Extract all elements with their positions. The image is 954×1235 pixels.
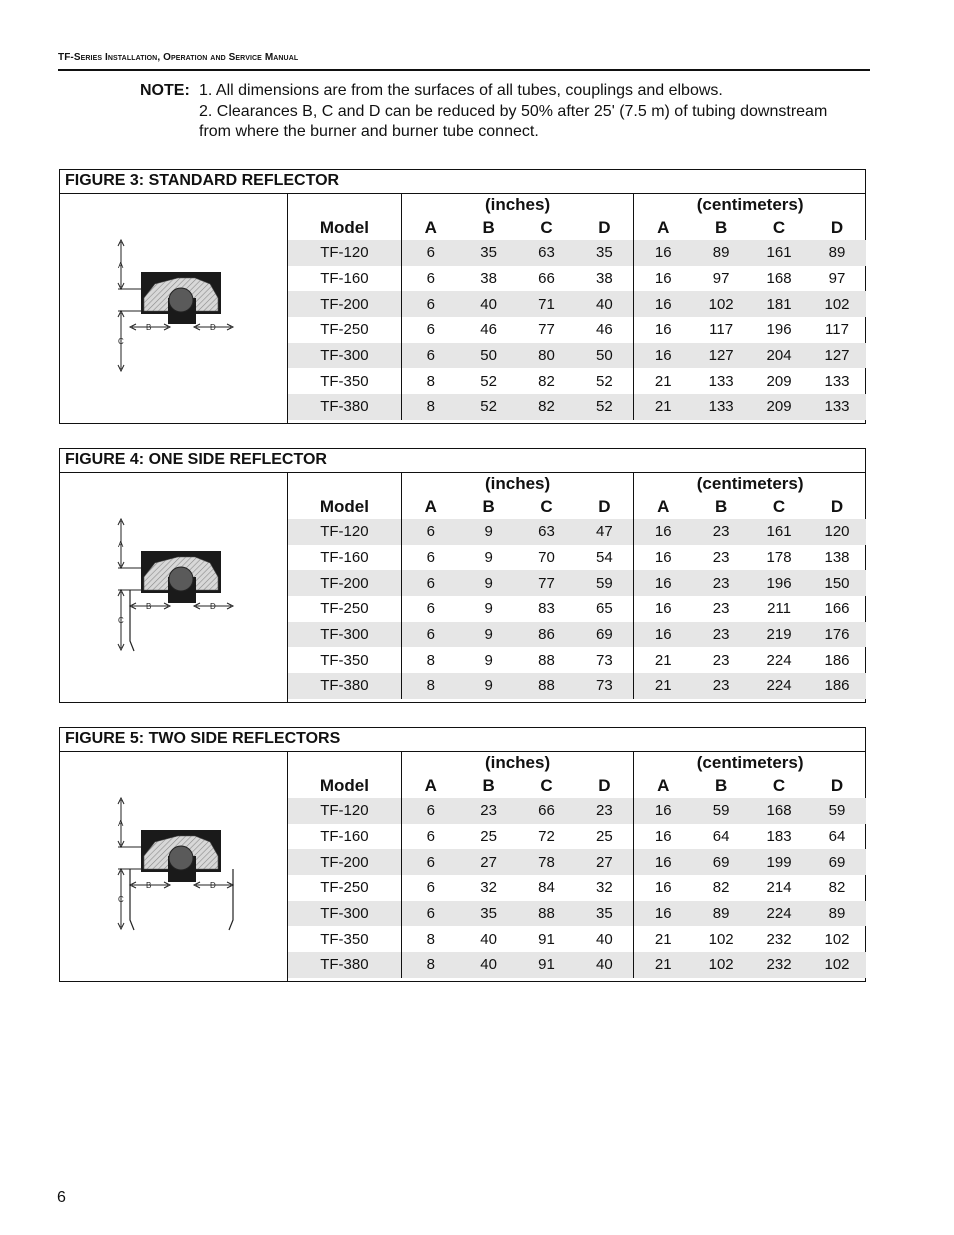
value-cell: 25 bbox=[575, 824, 633, 850]
value-cell: 8 bbox=[426, 930, 435, 948]
value-cell: 168 bbox=[750, 798, 808, 824]
model-cell: TF-300 bbox=[288, 343, 401, 369]
value-cell: 176 bbox=[808, 622, 866, 648]
value-cell: 69 bbox=[808, 849, 866, 875]
model-cell: TF-160 bbox=[288, 824, 401, 850]
column-header-c-in: C bbox=[540, 496, 553, 516]
value-cell: 35 bbox=[575, 901, 633, 927]
value-cell: 9 bbox=[460, 673, 518, 699]
value-cell: 40 bbox=[460, 291, 518, 317]
value-cell: 127 bbox=[692, 343, 750, 369]
label-c: C bbox=[118, 895, 124, 904]
value-cell: 91 bbox=[518, 952, 576, 978]
value-cell: 16 bbox=[634, 798, 692, 824]
model-cell: TF-200 bbox=[288, 570, 401, 596]
model-cell: TF-120 bbox=[288, 519, 401, 545]
value-cell: 120 bbox=[808, 519, 866, 545]
value-cell: 21 bbox=[654, 651, 672, 669]
value-cell: 89 bbox=[692, 901, 750, 927]
value-cell: 89 bbox=[808, 240, 866, 266]
value-cell: 8 bbox=[426, 372, 435, 390]
value-cell: 77 bbox=[538, 321, 555, 339]
value-cell: 66 bbox=[518, 798, 576, 824]
value-cell: 91 bbox=[538, 930, 555, 948]
column-header-b-in: B bbox=[482, 775, 495, 795]
model-cell: TF-160 bbox=[288, 545, 401, 571]
value-cell: 9 bbox=[484, 549, 493, 567]
figure-title: FIGURE 3: STANDARD REFLECTOR bbox=[60, 170, 865, 194]
model-cell: TF-250 bbox=[288, 875, 401, 901]
group-header-centimeters: (centimeters) bbox=[696, 753, 804, 772]
value-cell: 82 bbox=[538, 372, 555, 390]
value-cell: 46 bbox=[575, 317, 633, 343]
value-cell: 102 bbox=[808, 952, 866, 978]
value-cell: 52 bbox=[575, 394, 633, 420]
table-row bbox=[288, 291, 866, 317]
column-header-b-cm: B bbox=[715, 775, 728, 795]
value-cell: 40 bbox=[480, 930, 497, 948]
value-cell: 21 bbox=[634, 394, 692, 420]
value-cell: 209 bbox=[766, 372, 792, 390]
value-cell: 211 bbox=[767, 600, 792, 618]
value-cell: 70 bbox=[538, 549, 555, 567]
value-cell: 23 bbox=[712, 651, 730, 669]
reflector-shape bbox=[141, 830, 221, 882]
value-cell: 66 bbox=[538, 270, 555, 288]
clearance-table bbox=[288, 752, 866, 978]
value-cell: 224 bbox=[750, 901, 808, 927]
column-header-d-cm: D bbox=[830, 217, 844, 237]
group-header-centimeters: (centimeters) bbox=[696, 195, 804, 214]
column-header-a-cm: A bbox=[657, 775, 670, 795]
model-cell: TF-300 bbox=[288, 901, 401, 927]
value-cell: 6 bbox=[401, 622, 459, 648]
value-cell: 133 bbox=[824, 372, 850, 390]
value-cell: 16 bbox=[654, 321, 672, 339]
value-cell: 82 bbox=[518, 394, 576, 420]
value-cell: 102 bbox=[708, 930, 734, 948]
value-cell: 16 bbox=[634, 343, 692, 369]
value-cell: 35 bbox=[575, 240, 633, 266]
column-header-model: Model bbox=[288, 494, 401, 519]
value-cell: 168 bbox=[766, 270, 792, 288]
column-header-d-cm: D bbox=[830, 775, 844, 795]
value-cell: 219 bbox=[750, 622, 808, 648]
value-cell: 6 bbox=[401, 240, 459, 266]
value-cell: 40 bbox=[575, 926, 633, 952]
value-cell: 16 bbox=[634, 570, 692, 596]
value-cell: 88 bbox=[518, 673, 576, 699]
column-header-a-cm: A bbox=[657, 217, 670, 237]
value-cell: 181 bbox=[750, 291, 808, 317]
value-cell: 69 bbox=[575, 622, 633, 648]
reflector-diagram bbox=[60, 752, 288, 981]
table-row bbox=[288, 824, 866, 850]
value-cell: 82 bbox=[828, 879, 846, 897]
model-cell: TF-200 bbox=[288, 291, 401, 317]
note-line-1: 1. All dimensions are from the surfaces of all tubes, couplings and elbows. bbox=[199, 82, 723, 99]
value-cell: 102 bbox=[692, 952, 750, 978]
value-cell: 186 bbox=[824, 651, 850, 669]
value-cell: 84 bbox=[538, 879, 555, 897]
value-cell: 16 bbox=[654, 270, 672, 288]
value-cell: 9 bbox=[460, 519, 518, 545]
value-cell: 6 bbox=[426, 321, 435, 339]
column-header-a-in: A bbox=[424, 217, 437, 237]
value-cell: 102 bbox=[824, 930, 850, 948]
value-cell: 23 bbox=[460, 798, 518, 824]
value-cell: 6 bbox=[401, 901, 459, 927]
column-header-c-in: C bbox=[540, 775, 553, 795]
value-cell: 161 bbox=[750, 519, 808, 545]
value-cell: 6 bbox=[401, 519, 459, 545]
value-cell: 161 bbox=[750, 240, 808, 266]
table-row bbox=[288, 647, 866, 673]
value-cell: 199 bbox=[750, 849, 808, 875]
value-cell: 32 bbox=[575, 875, 633, 901]
reflector-diagram bbox=[60, 194, 288, 423]
column-header-a-in: A bbox=[424, 496, 437, 516]
value-cell: 133 bbox=[708, 372, 734, 390]
value-cell: 214 bbox=[766, 879, 792, 897]
value-cell: 59 bbox=[692, 798, 750, 824]
column-header-c-cm: C bbox=[772, 217, 786, 237]
value-cell: 16 bbox=[634, 901, 692, 927]
column-header-d-in: D bbox=[575, 215, 633, 240]
value-cell: 64 bbox=[828, 828, 846, 846]
value-cell: 54 bbox=[575, 545, 633, 571]
value-cell: 6 bbox=[426, 600, 435, 618]
page-number: 6 bbox=[57, 1189, 66, 1206]
value-cell: 16 bbox=[654, 828, 672, 846]
value-cell: 196 bbox=[766, 321, 792, 339]
model-cell: TF-380 bbox=[288, 952, 401, 978]
reflector-shape bbox=[141, 272, 221, 324]
column-header-d-in: D bbox=[575, 773, 633, 798]
value-cell: 16 bbox=[634, 291, 692, 317]
value-cell: 183 bbox=[766, 828, 792, 846]
value-cell: 178 bbox=[766, 549, 792, 567]
value-cell: 21 bbox=[634, 673, 692, 699]
value-cell: 89 bbox=[808, 901, 866, 927]
value-cell: 69 bbox=[692, 849, 750, 875]
value-cell: 50 bbox=[460, 343, 518, 369]
value-cell: 16 bbox=[654, 549, 672, 567]
table-row bbox=[288, 596, 866, 622]
figure-3 bbox=[59, 169, 866, 424]
value-cell: 88 bbox=[518, 901, 576, 927]
clearance-table bbox=[288, 473, 866, 699]
group-header-inches: (inches) bbox=[401, 752, 633, 773]
model-cell: TF-350 bbox=[288, 647, 401, 673]
note-line-2: 2. Clearances B, C and D can be reduced by 50% after 25' (7.5 m) of tubing downstream bbox=[199, 103, 828, 120]
value-cell: 6 bbox=[401, 849, 459, 875]
value-cell: 47 bbox=[575, 519, 633, 545]
value-cell: 86 bbox=[518, 622, 576, 648]
value-cell: 73 bbox=[575, 673, 633, 699]
value-cell: 196 bbox=[750, 570, 808, 596]
column-header-a-cm: A bbox=[657, 496, 670, 516]
value-cell: 6 bbox=[401, 570, 459, 596]
table-row bbox=[288, 394, 866, 420]
column-header-b-in: B bbox=[482, 496, 495, 516]
left-side-reflector bbox=[130, 869, 134, 930]
model-cell: TF-380 bbox=[288, 394, 401, 420]
label-b: B bbox=[146, 881, 152, 890]
clearance-table bbox=[288, 194, 866, 420]
value-cell: 186 bbox=[808, 673, 866, 699]
value-cell: 133 bbox=[692, 394, 750, 420]
value-cell: 46 bbox=[480, 321, 497, 339]
value-cell: 23 bbox=[575, 798, 633, 824]
model-header-blank bbox=[288, 473, 401, 494]
label-b: B bbox=[146, 323, 152, 332]
value-cell: 117 bbox=[709, 321, 734, 339]
value-cell: 83 bbox=[538, 600, 555, 618]
value-cell: 88 bbox=[538, 651, 555, 669]
value-cell: 16 bbox=[654, 879, 672, 897]
value-cell: 89 bbox=[692, 240, 750, 266]
value-cell: 23 bbox=[712, 600, 730, 618]
note-line-3: from where the burner and burner tube connect. bbox=[199, 123, 539, 140]
table-row bbox=[288, 545, 866, 571]
figure-4 bbox=[59, 448, 866, 703]
value-cell: 138 bbox=[824, 549, 850, 567]
value-cell: 224 bbox=[750, 673, 808, 699]
value-cell: 224 bbox=[766, 651, 792, 669]
value-cell: 52 bbox=[480, 372, 497, 390]
table-row bbox=[288, 343, 866, 369]
value-cell: 21 bbox=[654, 372, 672, 390]
value-cell: 35 bbox=[460, 240, 518, 266]
value-cell: 23 bbox=[692, 622, 750, 648]
value-cell: 6 bbox=[426, 270, 435, 288]
value-cell: 71 bbox=[518, 291, 576, 317]
table-row bbox=[288, 570, 866, 596]
table-row bbox=[288, 849, 866, 875]
model-cell: TF-200 bbox=[288, 849, 401, 875]
reflector-shape bbox=[141, 551, 221, 603]
value-cell: 63 bbox=[518, 240, 576, 266]
value-cell: 35 bbox=[460, 901, 518, 927]
value-cell: 232 bbox=[750, 952, 808, 978]
table-row bbox=[288, 901, 866, 927]
label-a: A bbox=[118, 819, 124, 828]
table-row bbox=[288, 798, 866, 824]
label-a: A bbox=[118, 261, 124, 270]
value-cell: 16 bbox=[634, 519, 692, 545]
value-cell: 8 bbox=[401, 394, 459, 420]
value-cell: 6 bbox=[426, 879, 435, 897]
value-cell: 23 bbox=[712, 549, 730, 567]
value-cell: 65 bbox=[575, 596, 633, 622]
value-cell: 6 bbox=[401, 343, 459, 369]
column-header-b-cm: B bbox=[715, 496, 728, 516]
model-header-blank bbox=[288, 194, 401, 215]
value-cell: 127 bbox=[808, 343, 866, 369]
table-row bbox=[288, 926, 866, 952]
value-cell: 97 bbox=[828, 270, 846, 288]
label-b: B bbox=[146, 602, 152, 611]
model-cell: TF-250 bbox=[288, 596, 401, 622]
column-header-c-in: C bbox=[540, 217, 553, 237]
group-header-centimeters: (centimeters) bbox=[696, 474, 804, 493]
model-cell: TF-380 bbox=[288, 673, 401, 699]
value-cell: 204 bbox=[750, 343, 808, 369]
value-cell: 27 bbox=[575, 849, 633, 875]
value-cell: 6 bbox=[426, 549, 435, 567]
column-header-c-cm: C bbox=[772, 496, 786, 516]
value-cell: 8 bbox=[401, 952, 459, 978]
table-row bbox=[288, 673, 866, 699]
value-cell: 38 bbox=[575, 266, 633, 292]
table-row bbox=[288, 952, 866, 978]
reflector-diagram bbox=[60, 473, 288, 702]
group-header-inches: (inches) bbox=[401, 194, 633, 215]
column-header-b-in: B bbox=[482, 217, 495, 237]
value-cell: 23 bbox=[692, 673, 750, 699]
value-cell: 209 bbox=[750, 394, 808, 420]
table-row bbox=[288, 240, 866, 266]
value-cell: 64 bbox=[712, 828, 730, 846]
value-cell: 97 bbox=[712, 270, 730, 288]
value-cell: 150 bbox=[808, 570, 866, 596]
model-cell: TF-350 bbox=[288, 926, 401, 952]
value-cell: 6 bbox=[401, 798, 459, 824]
table-row bbox=[288, 368, 866, 394]
column-header-a-in: A bbox=[424, 775, 437, 795]
value-cell: 78 bbox=[518, 849, 576, 875]
column-header-d-cm: D bbox=[830, 496, 844, 516]
value-cell: 23 bbox=[692, 519, 750, 545]
value-cell: 40 bbox=[575, 291, 633, 317]
value-cell: 27 bbox=[460, 849, 518, 875]
value-cell: 32 bbox=[480, 879, 497, 897]
value-cell: 80 bbox=[518, 343, 576, 369]
value-cell: 50 bbox=[575, 343, 633, 369]
column-header-d-in: D bbox=[575, 494, 633, 519]
value-cell: 72 bbox=[538, 828, 555, 846]
right-side-reflector bbox=[229, 869, 233, 930]
table-row bbox=[288, 519, 866, 545]
header-rule bbox=[58, 69, 870, 71]
value-cell: 23 bbox=[692, 570, 750, 596]
value-cell: 9 bbox=[484, 651, 493, 669]
value-cell: 16 bbox=[634, 622, 692, 648]
column-header-c-cm: C bbox=[772, 775, 786, 795]
value-cell: 82 bbox=[712, 879, 730, 897]
table-row bbox=[288, 317, 866, 343]
label-d: D bbox=[210, 881, 216, 890]
value-cell: 59 bbox=[808, 798, 866, 824]
model-header-blank bbox=[288, 752, 401, 773]
value-cell: 77 bbox=[518, 570, 576, 596]
label-d: D bbox=[210, 323, 216, 332]
value-cell: 25 bbox=[480, 828, 497, 846]
value-cell: 52 bbox=[575, 368, 633, 394]
model-cell: TF-300 bbox=[288, 622, 401, 648]
value-cell: 9 bbox=[460, 622, 518, 648]
column-header-model: Model bbox=[288, 215, 401, 240]
table-row bbox=[288, 266, 866, 292]
model-cell: TF-120 bbox=[288, 240, 401, 266]
figure-title: FIGURE 5: TWO SIDE REFLECTORS bbox=[60, 728, 865, 752]
figure-title: FIGURE 4: ONE SIDE REFLECTOR bbox=[60, 449, 865, 473]
figure-5 bbox=[59, 727, 866, 982]
value-cell: 16 bbox=[654, 600, 672, 618]
note-label: NOTE: bbox=[140, 82, 190, 99]
value-cell: 40 bbox=[460, 952, 518, 978]
value-cell: 232 bbox=[766, 930, 792, 948]
label-d: D bbox=[210, 602, 216, 611]
column-header-b-cm: B bbox=[715, 217, 728, 237]
value-cell: 21 bbox=[654, 930, 672, 948]
model-cell: TF-250 bbox=[288, 317, 401, 343]
running-header: TF-Series Installation, Operation and Service Manual bbox=[58, 52, 299, 63]
value-cell: 21 bbox=[634, 952, 692, 978]
value-cell: 8 bbox=[426, 651, 435, 669]
value-cell: 166 bbox=[824, 600, 850, 618]
left-side-reflector bbox=[130, 590, 134, 651]
value-cell: 63 bbox=[518, 519, 576, 545]
value-cell: 102 bbox=[808, 291, 866, 317]
value-cell: 16 bbox=[634, 240, 692, 266]
label-c: C bbox=[118, 616, 124, 625]
column-header-model: Model bbox=[288, 773, 401, 798]
value-cell: 40 bbox=[575, 952, 633, 978]
table-row bbox=[288, 622, 866, 648]
value-cell: 6 bbox=[426, 828, 435, 846]
value-cell: 59 bbox=[575, 570, 633, 596]
value-cell: 6 bbox=[401, 291, 459, 317]
model-cell: TF-120 bbox=[288, 798, 401, 824]
label-c: C bbox=[118, 337, 124, 346]
value-cell: 8 bbox=[401, 673, 459, 699]
value-cell: 9 bbox=[484, 600, 493, 618]
label-a: A bbox=[118, 540, 124, 549]
model-cell: TF-160 bbox=[288, 266, 401, 292]
model-cell: TF-350 bbox=[288, 368, 401, 394]
group-header-inches: (inches) bbox=[401, 473, 634, 494]
value-cell: 117 bbox=[825, 321, 849, 339]
value-cell: 9 bbox=[460, 570, 518, 596]
table-row bbox=[288, 875, 866, 901]
value-cell: 52 bbox=[460, 394, 518, 420]
value-cell: 38 bbox=[480, 270, 497, 288]
value-cell: 102 bbox=[692, 291, 750, 317]
value-cell: 133 bbox=[808, 394, 866, 420]
value-cell: 16 bbox=[634, 849, 692, 875]
value-cell: 73 bbox=[575, 647, 633, 673]
